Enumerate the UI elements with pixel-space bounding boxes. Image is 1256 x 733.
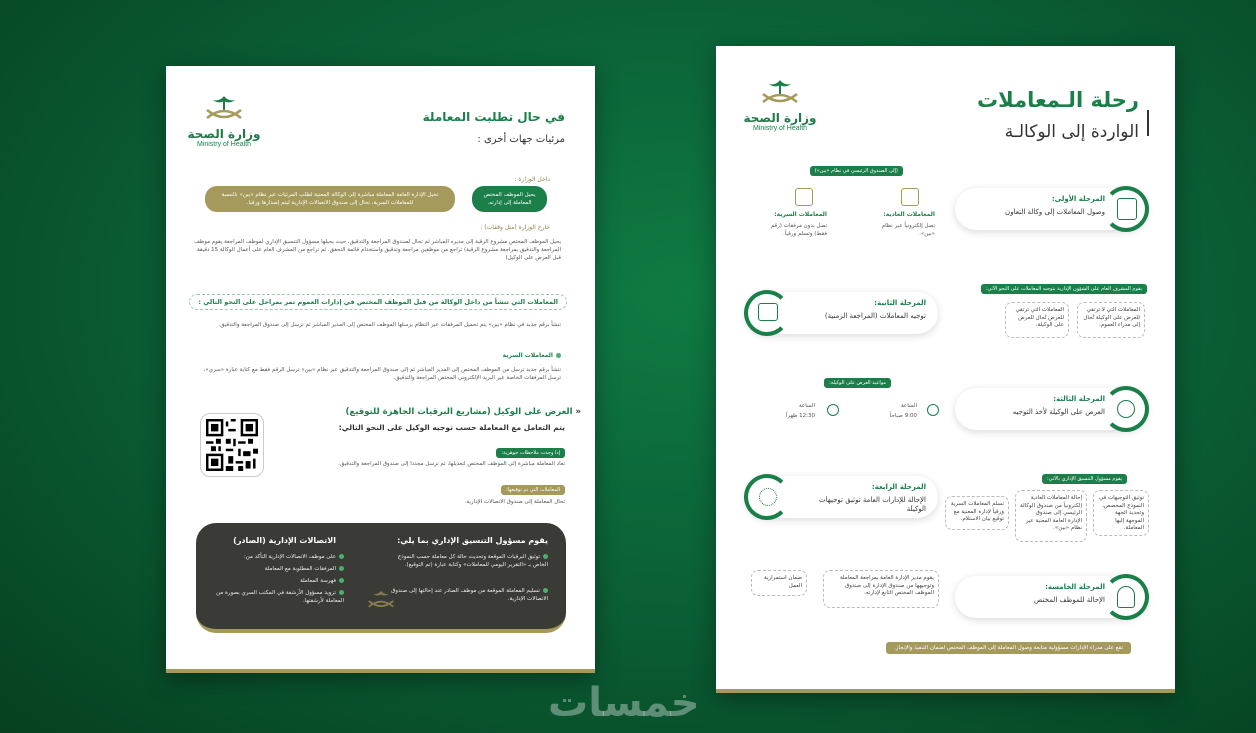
bullet-icon [339,554,344,559]
network-icon [759,488,777,506]
panel-left-item-1-text: على موظف الاتصالات الإدارية التأكد من: [243,554,336,560]
stage-2-card [746,292,938,334]
panel-left-item-4-text: تزويد مسؤول الأرشفة في المكتب السري بصورة من المعاملة لأرشفتها. [216,590,344,604]
panel-right-item-2 [388,587,548,603]
s1-normal-icon [901,188,919,206]
logo-ar: وزارة الصحة [743,111,817,125]
panel-left-title: الاتصالات الإدارية (الصادر) [233,536,336,545]
right-title-1: رحلة الـمعاملات [977,88,1139,112]
right-footer: تقع على مدراء الإدارات مسؤولية متابعة وصول المعاملة إلى الموظف المختص لضمان التنفيذ والإنجاز. [886,642,1131,654]
panel-left-item-2-text: المرفقات المطلوبة مع المعاملة [264,566,336,572]
panel-right-item-1-text: توثيق البرقيات الموقعة وتحديث حالة كل معاملة حسب النموذج الخاص بـ «التقرير اليومي للمعاملات» وكتابة عبارة (تم التوقيع). [397,554,548,568]
bullet-icon [339,566,344,571]
stage-3-card [955,388,1147,430]
s2-tag: يقوم المشرف العام على الشؤون الإدارية بتوجيه المعاملات على النحو الآتي: [981,284,1147,294]
para-secret: تنشأ برقم جديد ترسل من الموظف المختص إلى المدير المباشر ثم إلى صندوق المراجعة والتدقيق عبر نظام «بين» ترسل الرقم فقط مع كتابة عبارة «سري»، ترسل المرفقات الخاصة عبر البريد الإلكتروني المختص المراجعة والتدقيق. [203,367,561,381]
s1-normal-title: المعاملات العادية: [883,211,935,218]
panel-left-item-4 [204,589,344,605]
bullet-icon [543,554,548,559]
stage-2-title: المرحلة الثانية: [874,299,926,307]
bullet-icon [543,588,548,593]
panel-right-title: يقوم مسؤول التنسيق الإداري بما يلي: [397,536,548,545]
stage-3-sub: العرض على الوكيلة لأخذ التوجيه [1012,408,1105,416]
outside-label: خارج الوزارة (مثل وقفات) : [480,224,550,231]
s3-time2-label: الساعة [798,403,815,409]
stage-5-title: المرحلة الخامسة: [1045,583,1105,591]
stage-4-card [746,476,938,518]
title-divider [1147,110,1149,136]
calendar-icon [758,303,778,321]
bullet-icon [556,353,561,358]
stage-4-title: المرحلة الرابعة: [871,483,926,491]
bullet-icon [339,590,344,595]
qr-code [200,413,264,477]
meeting-icon [1117,400,1135,418]
panel-left-item-2 [204,565,344,573]
stage-3-title: المرحلة الثالثة: [1053,395,1105,403]
panel-left-item-1 [204,553,344,561]
s1-tag: (إلى الصندوق الرئيسي في نظام «بين») [810,166,903,176]
left-page [166,66,595,673]
s4-box-1: توثيق التوجيهات في النموذج المخصص، وتحديد الجهة الموجهة إليها المعاملة. [1093,490,1149,536]
s1-secret-icon [795,188,813,206]
ministry-emblem-icon [199,92,249,128]
clock-icon [827,404,839,416]
signed-text: تحال المعاملة إلى صندوق الاتصالات الإدارية. [464,499,565,505]
notes-tag: إذا وجدت ملاحظات جوهرية: [496,448,565,458]
dark-panel [196,523,566,633]
outside-text: يحيل الموظف المختص مشروع الرقية إلى مديره المباشر ثم تحال لصندوق المراجعة والتدقيق، حيث يحيلها مسؤول التنسيق الإداري لموظف المراجعة يقوم موظف المراجعة والتدقيق بمراجعة مشروع الرقية) تراجع من موظفين مراجعة وتدقيق واستخدام قائمة التحقق. ثم تراجع من المشرف العام على أعمال الوكالة 15 دقيقة قبل العرض على الوكيل) [194,239,561,261]
double-chevron-icon: « [575,407,581,417]
green-pill: يحيل الموظف المختص المعاملة إلى إدارته. [472,186,547,212]
watermark: خمسات [548,680,700,726]
signed-tag: المعاملات التي تم توقيعها: [501,485,565,495]
s3-tag: مواعيد العرض على الوكيلة: [824,378,891,388]
s3-time1: 9:00 صباحاً [889,413,917,419]
stage-1-title: المرحلة الأولى: [1051,195,1105,203]
inside-label: داخل الوزارة : [514,176,550,183]
s3-time1-label: الساعة [900,403,917,409]
stage-5-sub: الإحالة للموظف المختص [1034,596,1105,604]
bullet-icon [339,578,344,583]
s4-tag: يقوم مسؤول التنسيق الإداري بالآتي: [1042,474,1127,484]
left-subtitle: مرئيات جهات أخرى : [477,134,565,145]
olive-pill: تحيل الإدارة العامة المعاملة مباشرة إلى الوكالة المعنية لطلب المرئيات عبر نظام «بين» بالنسبة للمعاملات السرية، تحال إلى صندوق الاتصالات الإدارية ليتم إصدارها ورقيا. [205,186,455,212]
logo-en: Ministry of Health [196,141,252,148]
s2-box-2: المعاملات التي ترتقي للعرض تُحال للعرض على الوكيلة. [1005,302,1069,338]
s3-time2: 12:30 ظهراً [785,413,815,419]
secret-label-text: المعاملات السرية [502,352,553,359]
ministry-logo [740,76,820,132]
para-origin: تنشأ برقم جديد في نظام «بين» يتم تحميل المرفقات عبر النظام يرسلها الموظف المختص إلى المدير المباشر ثم ترسل إلى صندوق المراجعة والتدقيق. [218,322,561,328]
stage-1-sub: وصول المعاملات إلى وكالة التعاون [1005,208,1105,216]
origin-bar: المعاملات التي تنشأ من داخل الوكالة من قبل الموظف المختص في إدارات العموم تمر بمراحل على النحو التالي : [189,294,567,310]
present-title-text: العرض على الوكيل (مشاريع البرقيات الجاهزة للتوقيع) [345,407,573,417]
right-page [716,46,1175,693]
logo-ar: وزارة الصحة [187,127,261,141]
clock-icon [927,404,939,416]
panel-emblem-icon [361,588,401,614]
qr-code-icon [206,419,258,471]
panel-left-item-3-text: فهرسة المعاملة [300,578,336,584]
notes-text: تعاد المعاملة مباشرة إلى الموظف المختص لتعديلها، ثم ترسل مجددا إلى صندوق المراجعة والتدقيق. [338,461,565,467]
footer-rule [716,689,1175,693]
s4-box-3: تسلم المعاملات السرية ورقياً لإدارة المعنية مع توقيع بيان الاستلام. [945,496,1009,530]
ministry-emblem-icon [755,76,805,112]
ministry-logo [184,92,264,148]
s4-box-2: إحالة المعاملات العادية إلكترونياً من صندوق الوكالة الرئيسي إلى صندوق الإدارة العامة المعنية عبر نظام «بين». [1015,490,1087,542]
s2-box-1: المعاملات التي لا ترتقي للعرض على الوكيلة تُحال إلى مدراء العموم. [1077,302,1145,338]
s1-normal-text: تصل إلكترونياً عبر نظام «بين». [881,223,935,237]
panel-left-item-3 [204,577,344,585]
user-icon [1117,586,1135,608]
right-title-2: الواردة إلى الوكالـة [1004,122,1139,142]
s5-box-2: ضمان استمرارية العمل [751,570,807,596]
s5-box-1: يقوم مدير الإدارة العامة بمراجعة المعاملة وتوجيهها من صندوق الإدارة إلى صندوق الموظف المختص التابع لإدارته. [823,570,939,608]
left-title: في حال تطلبت المعاملة [422,110,565,124]
document-icon [1117,198,1137,220]
s1-secret-title: المعاملات السرية: [774,211,827,218]
stage-5-card [955,576,1147,618]
secret-label [503,352,561,359]
panel-right-item-2-text: تسليم المعاملة الموقعة من موظف الصادر عند إحالتها إلى صندوق الاتصالات الإدارية. [391,588,548,602]
panel-right-item-1 [388,553,548,569]
present-sub: يتم التعامل مع المعاملة حسب توجيه الوكيل على النحو التالي: [338,423,565,432]
stage-4-sub: الإحالة للإدارات العامة توثيق توجيهات الوكيلة [819,496,926,513]
logo-en: Ministry of Health [752,125,808,132]
stage-2-sub: توجيه المعاملات (المراجعة الزمنية) [824,312,926,320]
stage-1-card [955,188,1147,230]
present-title [346,407,581,417]
s1-secret-text: تصل بدون مرفقات (رقم فقط) وتسلم ورقياً. [770,223,827,237]
